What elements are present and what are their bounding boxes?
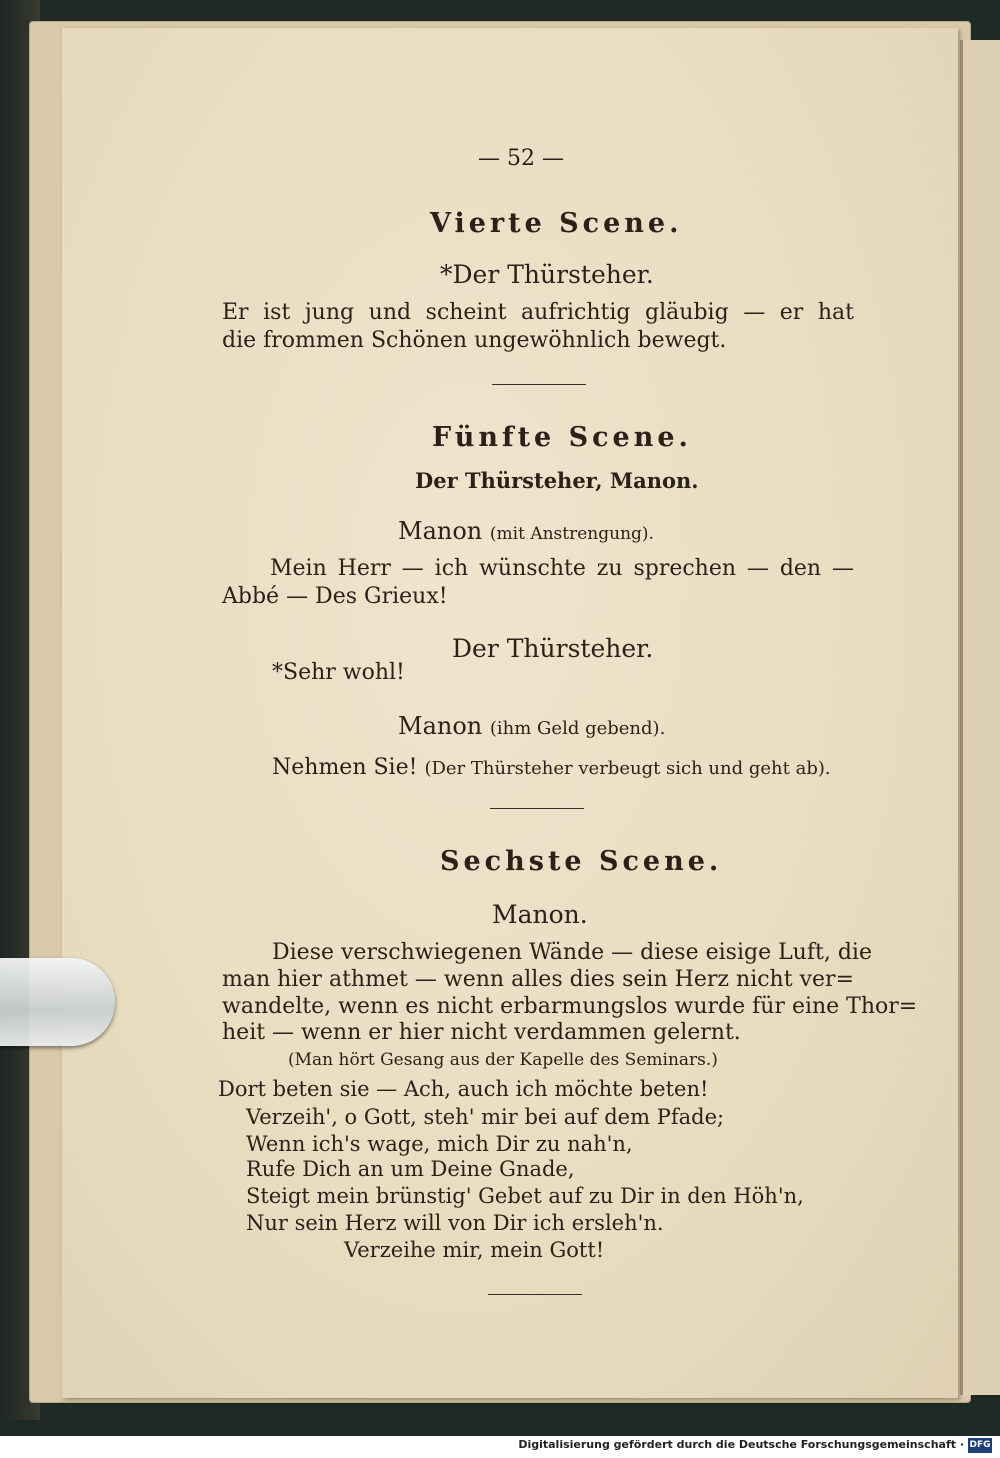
scene-5-line-2: Abbé — Des Grieux!	[222, 584, 448, 609]
role-name: Manon	[398, 517, 483, 545]
stage-direction: (Der Thürsteher verbeugt sich und geht ab).	[424, 758, 831, 779]
verse-line: Nur sein Herz will von Dir ich ersleh'n.	[246, 1211, 664, 1235]
scene-5-title: Fünfte Scene.	[432, 422, 692, 453]
scene-5-manon-heading-2	[398, 712, 665, 740]
scene-5-door-role: Der Thürsteher.	[452, 634, 654, 663]
verse-line: Dort beten sie — Ach, auch ich möchte beten!	[218, 1077, 709, 1101]
scene-6-title: Sechste Scene.	[440, 846, 723, 877]
stage-direction: (mit Anstrengung).	[489, 524, 654, 544]
scene-6-prose-4: heit — wenn er hier nicht verdammen gelernt.	[222, 1020, 741, 1045]
scene-5-cast: Der Thürsteher, Manon.	[415, 468, 699, 493]
scene-5-manon-heading	[398, 517, 654, 545]
verse-line: Verzeihe mir, mein Gott!	[344, 1238, 605, 1262]
scene-5-line-3	[272, 755, 831, 780]
spoken-line: Nehmen Sie!	[272, 755, 418, 780]
section-divider	[492, 384, 586, 385]
verse-line: Steigt mein brünstig' Gebet auf zu Dir in den Höh'n,	[246, 1184, 804, 1208]
scene-4-role: *Der Thürsteher.	[440, 260, 654, 289]
section-divider	[490, 808, 584, 809]
verse-line: Wenn ich's wage, mich Dir zu nah'n,	[246, 1132, 633, 1156]
scene-4-line-1: Er ist jung und scheint aufrichtig gläubig — er hat	[222, 300, 854, 325]
scene-5-line-1: Mein Herr — ich wünschte zu sprechen — den —	[270, 556, 854, 581]
scene-6-prose-3: wandelte, wenn es nicht erbarmungslos wurde für eine Thor=	[222, 994, 918, 1019]
scene-5-door-line: *Sehr wohl!	[272, 660, 405, 685]
dfg-logo: DFG	[968, 1438, 992, 1453]
scene-4-line-2: die frommen Schönen ungewöhnlich bewegt.	[222, 328, 727, 353]
verse-line: Rufe Dich an um Deine Gnade,	[246, 1157, 575, 1181]
next-page-edge	[960, 40, 1000, 1395]
verse-line: Verzeih', o Gott, steh' mir bei auf dem Pfade;	[246, 1105, 725, 1129]
digitization-credit: Digitalisierung gefördert durch die Deutsche Forschungsgemeinschaft ·	[518, 1438, 964, 1451]
scene-6-role: Manon.	[492, 900, 588, 929]
scene-4-title: Vierte Scene.	[430, 208, 683, 239]
stage-direction: (ihm Geld gebend).	[489, 718, 666, 739]
page-number: — 52 —	[478, 146, 564, 171]
role-name: Manon	[398, 712, 483, 740]
scene-6-prose-2: man hier athmet — wenn alles dies sein Herz nicht ver=	[222, 967, 854, 992]
scene-6-stage-direction: (Man hört Gesang aus der Kapelle des Seminars.)	[288, 1050, 718, 1070]
section-divider	[488, 1294, 582, 1295]
scanner-clip	[0, 958, 115, 1046]
scene-6-prose-1: Diese verschwiegenen Wände — diese eisige Luft, die	[272, 940, 872, 965]
